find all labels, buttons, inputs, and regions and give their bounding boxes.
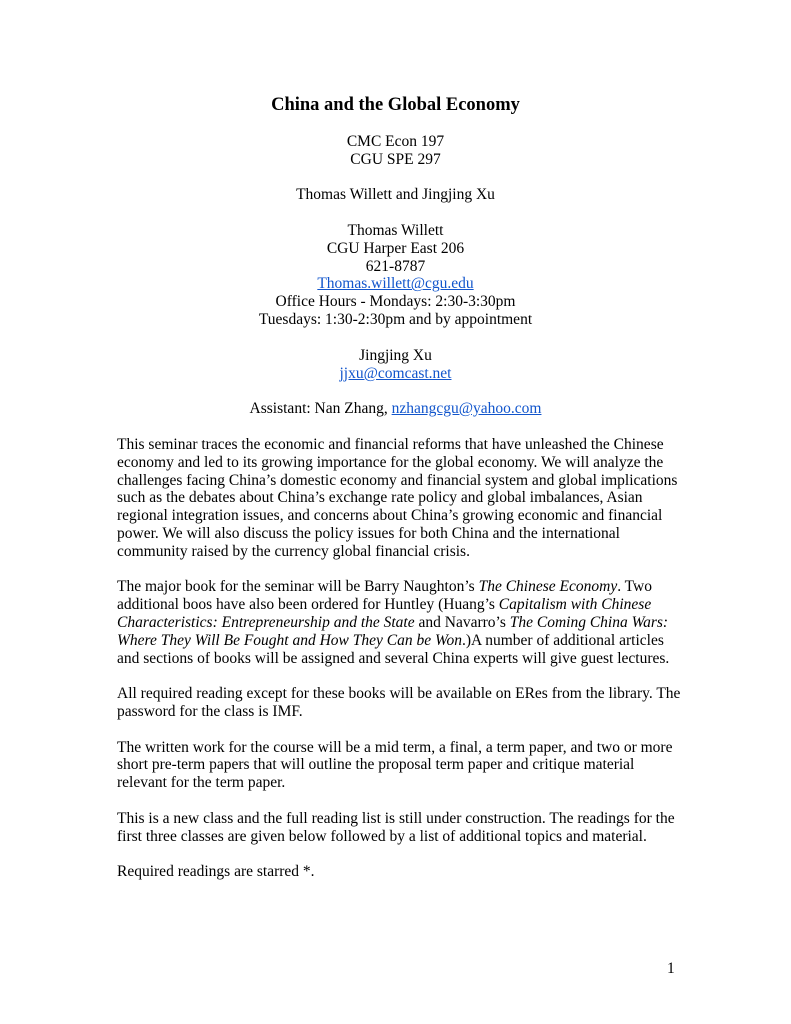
instructors-names: Thomas Willett and Jingjing Xu <box>296 186 495 203</box>
books-text-4: .)A number of additional articles and sections of books will be assigned and several China experts will give guest lectures. <box>117 631 670 667</box>
books-text-1: The major book for the seminar will be Barry Naughton’s <box>117 578 479 596</box>
instructor2-block <box>0 347 791 383</box>
instructor1-email-link[interactable]: Thomas.willett@cgu.edu <box>317 275 474 293</box>
page-number: 1 <box>667 960 675 977</box>
course-codes <box>0 133 791 169</box>
instructor1-name: Thomas Willett <box>347 222 444 239</box>
paragraph-written-work: The written work for the course will be a mid term, a final, a term paper, and two or more short pre-term papers that will outline the proposal term paper and critique material relevant for the term paper. <box>117 738 673 792</box>
book-title-chinese-economy: The Chinese Economy <box>478 578 618 596</box>
paragraph-readings: All required reading except for these books will be available on ERes from the library. The password for the class is IMF. <box>117 685 681 720</box>
instructor1-hours-tuesday: Tuesdays: 1:30-2:30pm and by appointment <box>258 310 533 328</box>
assistant-block <box>0 400 791 418</box>
instructor1-block <box>0 222 791 329</box>
instructors-line <box>0 186 791 204</box>
book-title-china-wars: The Coming China Wars: Where They Will Be Fought and How They Can be Won <box>117 613 669 649</box>
course-code-cmc: CMC Econ 197 <box>346 133 445 150</box>
instructor1-hours-monday: Office Hours - Mondays: 2:30-3:30pm <box>275 293 516 311</box>
paragraph-reading-list: This is a new class and the full reading list is still under construction. The readings for the first three classes are given below followed by a list of additional topics and material. <box>117 809 675 845</box>
course-code-cgu: CGU SPE 297 <box>350 150 441 168</box>
document-title: China and the Global Economy <box>271 95 520 115</box>
paragraph-seminar-overview: This seminar traces the economic and financial reforms that have unleashed the Chinese economy and led to its growing importance for the global economy. We will analyze the challenges facing China’s domestic economy and financial system and global implications such as the debates about China’s exchange rate policy and global imbalances, Asian regional integration issues, and concerns about China’s growing economic and financial power. We will also discuss the policy issues for both China and the international community raised by the currency global financial crisis. <box>117 436 678 560</box>
instructor1-phone: 621-8787 <box>365 257 426 275</box>
instructor1-office: CGU Harper East 206 <box>326 239 465 257</box>
document-body <box>117 436 682 899</box>
paragraph-starred: Required readings are starred *. <box>117 863 315 881</box>
assistant-label: Assistant: Nan Zhang, <box>249 400 392 417</box>
assistant-email-link[interactable]: nzhangcgu@yahoo.com <box>391 400 542 417</box>
instructor2-name: Jingjing Xu <box>359 347 432 364</box>
book-title-capitalism: Capitalism with Chinese Characteristics: Entrepreneurship and the State <box>117 596 652 631</box>
books-text-2: . Two additional boos have also been ordered for Huntley (Huang’s <box>117 578 653 614</box>
books-text-3: and Navarro’s <box>414 613 510 631</box>
paragraph-books <box>117 578 682 667</box>
instructor2-email-link[interactable]: jjxu@comcast.net <box>339 364 452 382</box>
